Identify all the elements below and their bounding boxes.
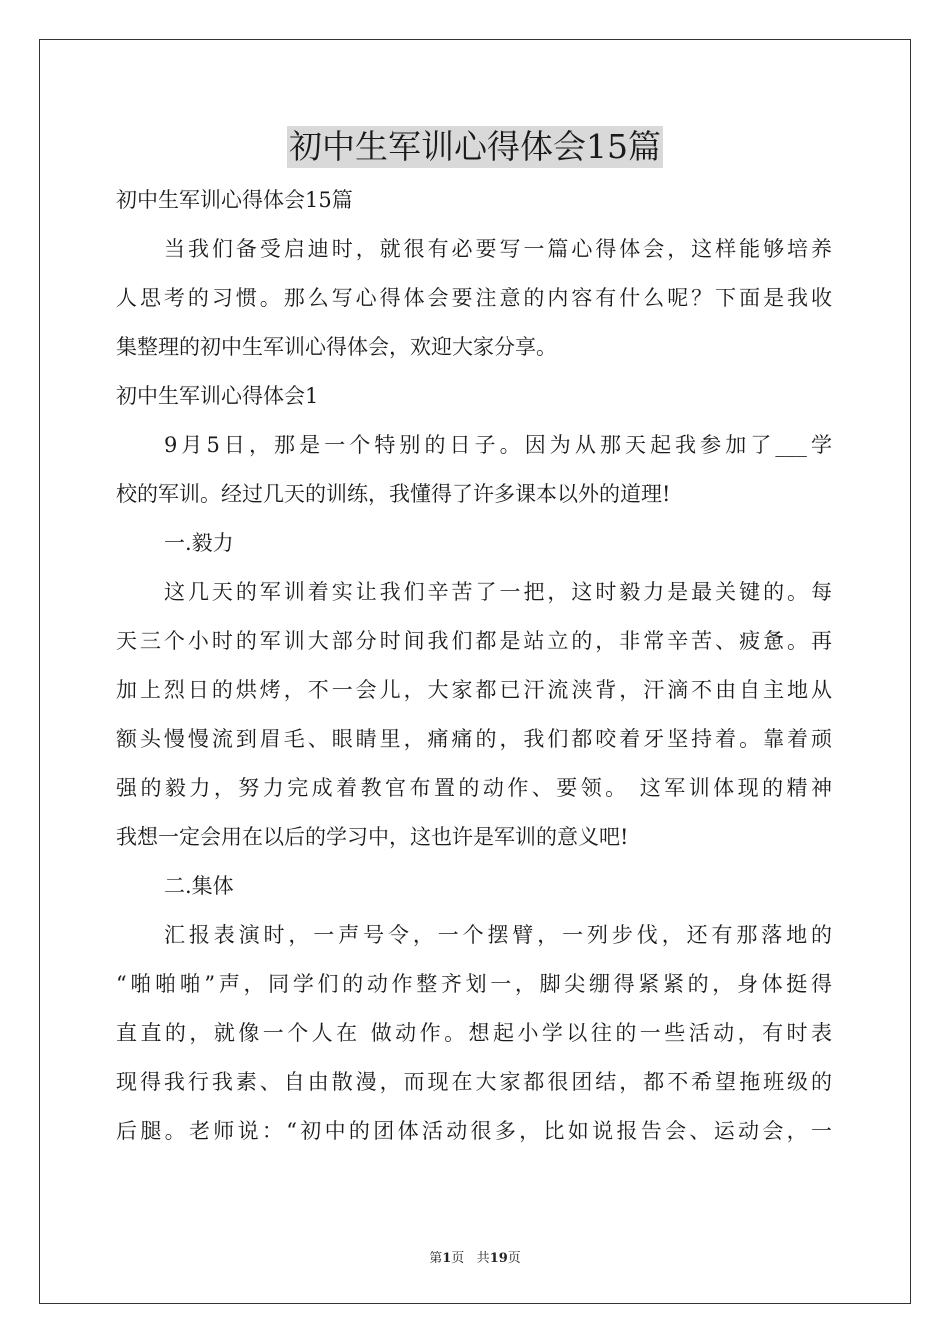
text-line: 汇报表演时，一声号令，一个摆臂，一列步伐，还有那落地的 xyxy=(164,923,832,947)
page-prefix: 第 xyxy=(429,1251,443,1266)
text-line: 二.集体 xyxy=(164,874,234,898)
text-line: “啪啪啪”声，同学们的动作整齐划一，脚尖绷得紧紧的，身体挺得 xyxy=(116,972,832,996)
text-line: 额头慢慢流到眉毛、眼睛里，痛痛的，我们都咬着牙坚持着。靠着顽 xyxy=(116,727,832,751)
total-pages: 19 xyxy=(489,1251,508,1266)
title-container xyxy=(0,126,950,168)
document-title: 初中生军训心得体会15篇 xyxy=(289,127,661,166)
text-line: 人思考的习惯。那么写心得体会要注意的内容有什么呢？下面是我收 xyxy=(116,286,832,310)
text-line: 初中生军训心得体会15篇 xyxy=(116,188,353,212)
page-number: 1 xyxy=(442,1251,452,1266)
text-line: 当我们备受启迪时，就很有必要写一篇心得体会，这样能够培养 xyxy=(164,237,832,261)
page-footer xyxy=(0,1247,950,1266)
page-suffix: 页 xyxy=(451,1251,465,1266)
text-line: 天三个小时的军训大部分时间我们都是站立的，非常辛苦、疲惫。再 xyxy=(116,629,832,653)
total-prefix: 共 xyxy=(476,1251,490,1266)
text-line: 一.毅力 xyxy=(164,531,234,555)
text-line: 初中生军训心得体会1 xyxy=(116,384,319,408)
text-line: 9月5日，那是一个特别的日子。因为从那天起我参加了___学 xyxy=(164,433,832,457)
text-line: 加上烈日的烘烤，不一会儿，大家都已汗流浃背，汗滴不由自主地从 xyxy=(116,678,832,702)
text-line: 这几天的军训着实让我们辛苦了一把，这时毅力是最关键的。每 xyxy=(164,580,832,604)
document-body xyxy=(116,182,832,1162)
text-line: 校的军训。经过几天的训练，我懂得了许多课本以外的道理! xyxy=(116,482,671,506)
text-line: 强的毅力，努力完成着教官布置的动作、要领。 这军训体现的精神 xyxy=(116,776,832,800)
text-line: 集整理的初中生军训心得体会，欢迎大家分享。 xyxy=(116,335,557,359)
text-line: 我想一定会用在以后的学习中，这也许是军训的意义吧! xyxy=(116,825,629,849)
text-line: 后腿。老师说：“初中的团体活动很多，比如说报告会、运动会，一 xyxy=(116,1119,832,1143)
total-suffix: 页 xyxy=(507,1251,521,1266)
text-line: 现得我行我素、自由散漫，而现在大家都很团结，都不希望拖班级的 xyxy=(116,1070,832,1094)
text-line: 直直的，就像一个人在 做动作。想起小学以往的一些活动，有时表 xyxy=(116,1021,832,1045)
